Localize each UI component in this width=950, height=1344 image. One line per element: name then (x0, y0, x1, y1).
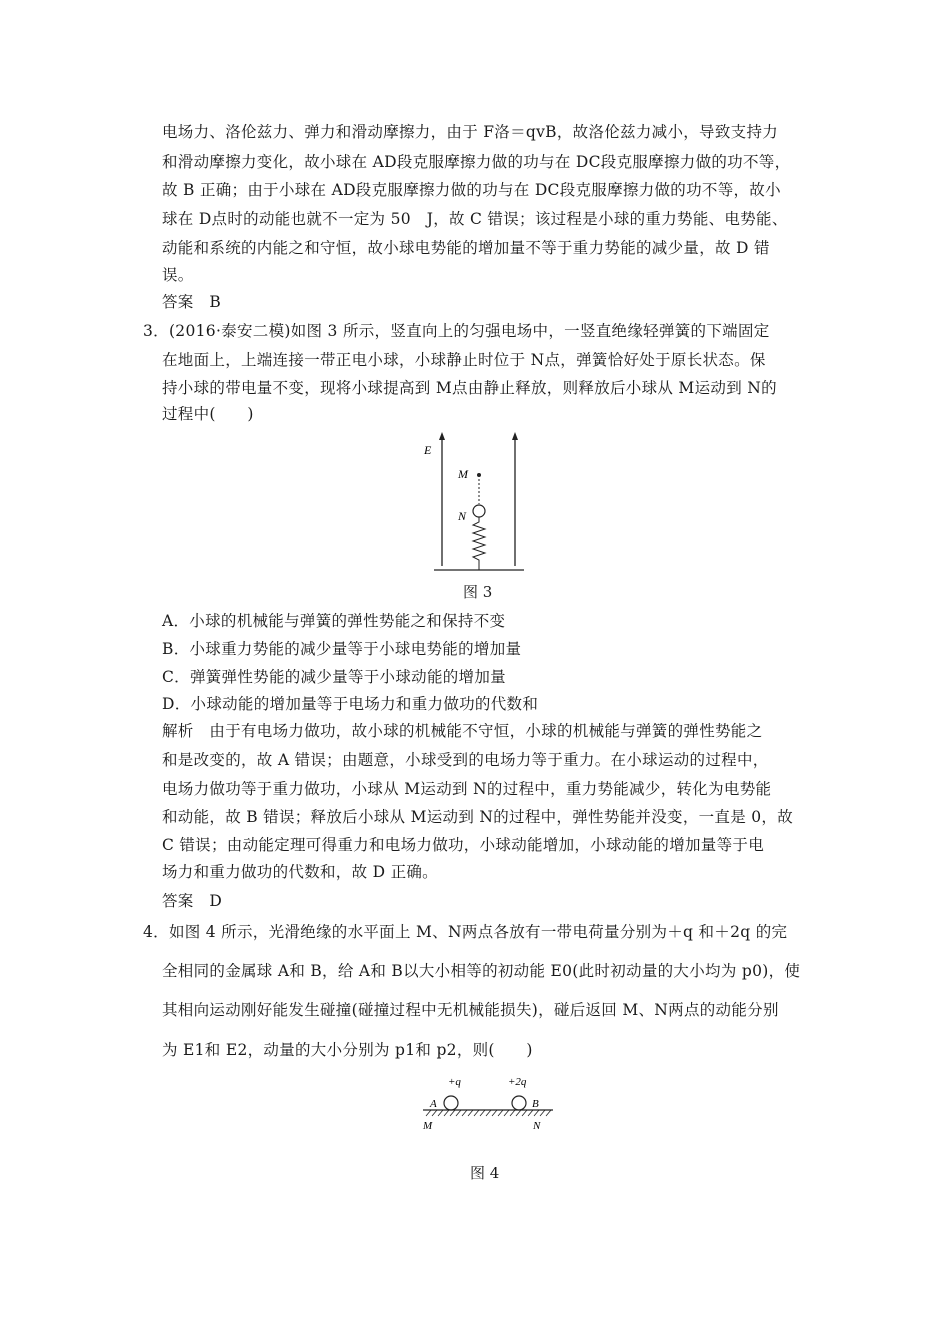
label-n: N (458, 509, 467, 523)
text-line: 和滑动摩擦力变化，故小球在 AD段克服摩擦力做的功与在 DC段克服摩擦力做的功不等， (162, 153, 791, 171)
option-a: A．小球的机械能与弹簧的弹性势能之和保持不变 (162, 612, 506, 630)
label-m: M (423, 1120, 433, 1132)
label-e: E (424, 443, 432, 457)
analysis-text: 和动能，故 B 错误；释放后小球从 M运动到 N的过程中，弹性势能并没变，一直是 0，故 (162, 808, 794, 826)
question-3-stem: 3．(2016·泰安二模)如图 3 所示，竖直向上的匀强电场中，一竖直绝缘轻弹簧的下端固定 (143, 322, 770, 340)
analysis-text: 解析 由于有电场力做功，故小球的机械能不守恒，小球的机械能与弹簧的弹性势能之 (162, 722, 763, 740)
figure-4-caption: 图 4 (470, 1164, 500, 1182)
question-3-stem: 持小球的带电量不变，现将小球提高到 M点由静止释放，则释放后小球从 M运动到 N的 (162, 379, 777, 397)
ball-circle (473, 505, 485, 517)
text-line: 电场力、洛伦兹力、弹力和滑动摩擦力，由于 F洛＝qvB，故洛伦兹力减小，导致支持力 (162, 123, 779, 141)
label-m: M (458, 467, 468, 481)
answer-text: 答案 B (162, 293, 222, 311)
arrow-icon (512, 432, 518, 440)
analysis-text: 场力和重力做功的代数和，故 D 正确。 (162, 863, 438, 881)
label-b: B (532, 1098, 539, 1110)
text-line: 误。 (162, 266, 194, 284)
label-charge-b: +2q (508, 1076, 527, 1088)
label-n: N (533, 1120, 541, 1132)
point-m (477, 473, 481, 477)
text-line: 动能和系统的内能之和守恒，故小球电势能的增加量不等于重力势能的减少量，故 D 错 (162, 239, 770, 257)
analysis-text: 和是改变的，故 A 错误；由题意，小球受到的电场力等于重力。在小球运动的过程中， (162, 751, 769, 769)
ball-a (444, 1096, 458, 1110)
question-4-stem: 其相向运动刚好能发生碰撞(碰撞过程中无机械能损失)，碰后返回 M、N两点的动能分别 (162, 1001, 779, 1019)
option-b: B．小球重力势能的减少量等于小球电势能的增加量 (162, 640, 522, 658)
analysis-text: 电场力做功等于重力做功，小球从 M运动到 N的过程中，重力势能减少，转化为电势能 (162, 780, 772, 798)
question-4-stem: 全相同的金属球 A和 B，给 A和 B以大小相等的初动能 E0(此时初动量的大小均为 p0)，使 (162, 962, 801, 980)
question-3-stem: 过程中( ) (162, 405, 254, 423)
ball-b (512, 1096, 526, 1110)
label-charge-a: +q (448, 1076, 461, 1088)
option-c: C．弹簧弹性势能的减少量等于小球动能的增加量 (162, 668, 506, 686)
figure-3-caption: 图 3 (463, 583, 493, 601)
hatch-marks (426, 1110, 551, 1116)
text-line: 故 B 正确；由于小球在 AD段克服摩擦力做的功与在 DC段克服摩擦力做的功不等，故小 (162, 181, 781, 199)
label-a: A (430, 1098, 437, 1110)
spring-shape (473, 517, 485, 570)
answer-text: 答案 D (162, 892, 223, 910)
text-line: 球在 D点时的动能也就不一定为 50 J，故 C 错误；该过程是小球的重力势能、电势能、 (162, 210, 788, 228)
question-4-stem: 为 E1和 E2，动量的大小分别为 p1和 p2，则( ) (162, 1041, 533, 1059)
analysis-text: C 错误；由动能定理可得重力和电场力做功，小球动能增加，小球动能的增加量等于电 (162, 836, 764, 854)
question-4-stem: 4．如图 4 所示，光滑绝缘的水平面上 M、N两点各放有一带电荷量分别为＋q 和＋2q 的完 (143, 923, 788, 941)
question-3-stem: 在地面上，上端连接一带正电小球，小球静止时位于 N点，弹簧恰好处于原长状态。保 (162, 351, 766, 369)
option-d: D．小球动能的增加量等于电场力和重力做功的代数和 (162, 695, 539, 713)
arrow-icon (439, 432, 445, 440)
figure-3-diagram (420, 430, 540, 578)
figure-4-diagram (418, 1072, 558, 1134)
